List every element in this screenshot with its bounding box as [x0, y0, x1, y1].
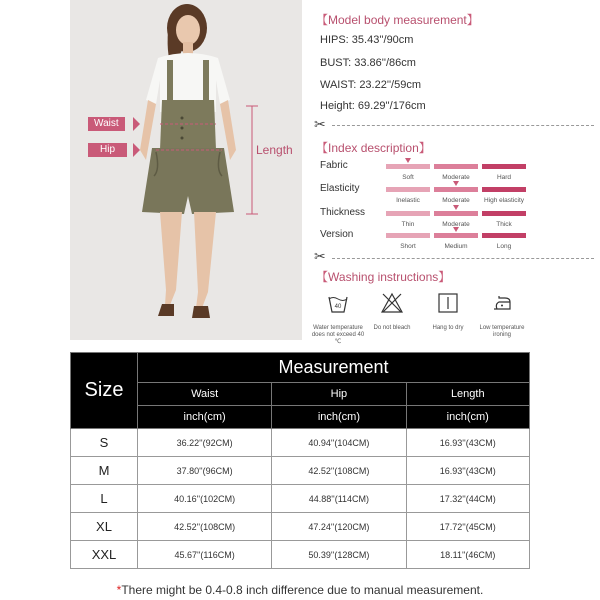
column-header-length: Length [406, 383, 529, 406]
wash-text [362, 325, 422, 332]
index-segment [434, 187, 478, 192]
table-row [71, 457, 530, 485]
selected-marker-icon [453, 227, 459, 232]
index-segment [386, 187, 430, 192]
index-segment [434, 211, 478, 216]
index-option: Soft [402, 174, 414, 181]
wash-text-line: does not exceed 40 ℃ [311, 332, 365, 345]
wash-text-line: Hang to dry [432, 325, 464, 331]
hip-cell: 42.52''(108CM) [272, 457, 406, 485]
size-cell: XL [71, 513, 138, 541]
low-iron-icon [491, 292, 513, 314]
waist-cell: 37.80''(96CM) [138, 457, 272, 485]
table-row [71, 429, 530, 457]
selected-marker-icon [453, 181, 459, 186]
model-measurement-title: 【Model body measurement】 [316, 13, 479, 27]
divider [332, 125, 594, 126]
index-option: Long [496, 243, 512, 250]
waist-cell: 40.16''(102CM) [138, 485, 272, 513]
scissors-icon: ✂ [314, 248, 326, 264]
hip-cell: 47.24''(120CM) [272, 513, 406, 541]
size-header: Size [71, 353, 138, 429]
selected-marker-icon [405, 158, 411, 163]
index-option: Hard [496, 174, 512, 181]
wash-text-line: Water temperature [313, 325, 363, 331]
scissors-icon: ✂ [314, 116, 326, 132]
index-segment [386, 164, 430, 169]
size-cell: L [71, 485, 138, 513]
length-cell: 17.32''(44CM) [406, 485, 529, 513]
waist-cell: 36.22''(92CM) [138, 429, 272, 457]
measurement-height: Height: 69.29''/176cm [320, 100, 426, 112]
index-segment [434, 164, 478, 169]
length-cell: 16.93''(43CM) [406, 429, 529, 457]
size-cell: XXL [71, 541, 138, 569]
table-row [71, 513, 530, 541]
index-segment [482, 211, 526, 216]
index-row-version [320, 227, 600, 257]
column-header-hip: Hip [272, 383, 406, 406]
unit-header: inch(cm) [272, 406, 406, 429]
length-cell: 16.93''(43CM) [406, 457, 529, 485]
index-option: Medium [444, 243, 468, 250]
waist-tag: Waist [88, 117, 125, 131]
svg-text:40: 40 [334, 304, 342, 310]
unit-header: inch(cm) [406, 406, 529, 429]
index-label: Thickness [320, 207, 366, 218]
wash-text-line: Do not bleach [373, 325, 411, 331]
measurement-hips: HIPS: 35.43''/90cm [320, 34, 414, 46]
index-option: Thin [401, 221, 415, 228]
length-label: Length [256, 143, 293, 157]
index-label: Elasticity [320, 183, 360, 194]
index-label: Version [320, 229, 354, 240]
wash-item-temperature [308, 292, 368, 346]
wash-text [308, 325, 368, 346]
hang-dry-icon [437, 292, 459, 314]
index-segment [482, 187, 526, 192]
index-option: Moderate [442, 221, 470, 228]
model-photo [70, 0, 302, 340]
table-row [71, 541, 530, 569]
wash-text [418, 325, 478, 332]
unit-header: inch(cm) [138, 406, 272, 429]
hip-cell: 40.94''(104CM) [272, 429, 406, 457]
index-label: Fabric [320, 160, 348, 171]
wash-text [472, 325, 532, 339]
wash-item-low-iron [472, 292, 532, 339]
size-cell: M [71, 457, 138, 485]
index-option: Short [400, 243, 416, 250]
washing-instructions-title: 【Washing instructions】 [316, 270, 451, 284]
note-text: There might be 0.4-0.8 inch difference due to manual measurement. [121, 583, 484, 597]
index-segment [386, 211, 430, 216]
waist-cell: 45.67''(116CM) [138, 541, 272, 569]
size-table [70, 352, 530, 569]
index-option: Moderate [442, 197, 470, 204]
wash-item-hang-dry [418, 292, 478, 332]
measurement-header: Measurement [138, 353, 530, 383]
waist-cell: 42.52''(108CM) [138, 513, 272, 541]
hip-tag-arrow [133, 143, 140, 157]
measurement-bust: BUST: 33.86''/86cm [320, 57, 416, 69]
model-illustration [70, 0, 302, 340]
wash-text-line: ironing [492, 332, 511, 338]
column-header-waist: Waist [138, 383, 272, 406]
info-panel [310, 0, 600, 345]
index-description-title: 【Index description】 [316, 141, 431, 155]
index-segment [482, 164, 526, 169]
hip-cell: 44.88''(114CM) [272, 485, 406, 513]
no-bleach-icon [381, 292, 403, 314]
index-segment [482, 233, 526, 238]
length-cell: 18.11''(46CM) [406, 541, 529, 569]
selected-marker-icon [453, 205, 459, 210]
measurement-waist: WAIST: 23.22''/59cm [320, 79, 421, 91]
size-cell: S [71, 429, 138, 457]
hip-cell: 50.39''(128CM) [272, 541, 406, 569]
table-row [71, 485, 530, 513]
index-segment [434, 233, 478, 238]
index-segment [386, 233, 430, 238]
divider [332, 258, 594, 259]
measurement-note [0, 583, 600, 597]
hip-tag: Hip [88, 143, 127, 157]
index-option: Thick [496, 221, 512, 228]
index-option: Inelastic [396, 197, 420, 204]
length-cell: 17.72''(45CM) [406, 513, 529, 541]
note-asterisk: * [116, 583, 122, 597]
index-option: Moderate [442, 174, 470, 181]
waist-tag-arrow [133, 117, 140, 131]
wash-40-icon [327, 292, 349, 314]
wash-item-no-bleach [362, 292, 422, 332]
index-option: High elasticity [483, 197, 525, 204]
wash-text-line: Low temperature [479, 325, 525, 331]
